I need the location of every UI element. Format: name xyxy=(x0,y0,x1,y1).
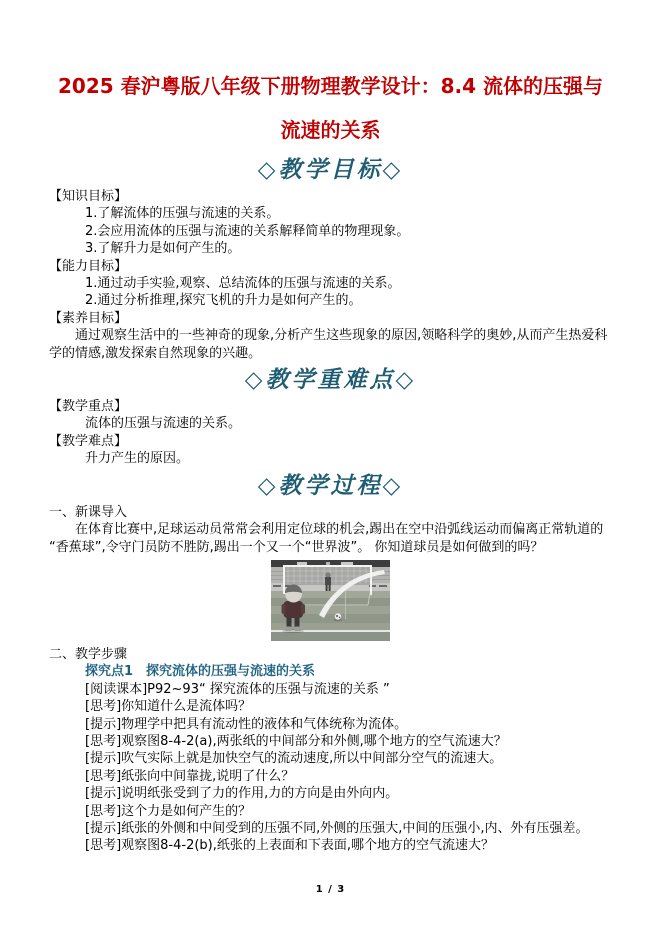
teaching-focus-label: 【教学重点】 xyxy=(49,399,128,415)
explore-point-heading: 探究点1 探究流体的压强与流速的关系 xyxy=(85,664,316,680)
section-header-goals: ◇教学目标◇ xyxy=(257,156,404,183)
lesson-line: [阅读课本]P92~93“ 探究流体的压强与流速的关系 ” xyxy=(85,681,390,697)
ad-text xyxy=(379,585,387,587)
scoreboard xyxy=(341,562,353,565)
teaching-difficulty-text: 升力产生的原因。 xyxy=(85,451,190,467)
field-line-vertical xyxy=(345,591,346,619)
lesson-line: [提示]物理学中把具有流动性的液体和气体统称为流体。 xyxy=(85,716,408,732)
lesson-line: [思考]你知道什么是流体吗？ xyxy=(85,699,252,715)
goal-right-post xyxy=(370,565,372,595)
knowledge-goal-item: 3.了解升力是如何产生的。 xyxy=(85,241,241,257)
lesson-line: [提示]吹气实际上就是加快空气的流动速度,所以中间部分空气的流速大。 xyxy=(85,751,503,767)
document-content xyxy=(49,0,612,855)
lesson-line: [思考]观察图8-4-2(b),纸张的上表面和下表面,哪个地方的空气流速大？ xyxy=(85,838,494,854)
soccer-kick-image xyxy=(271,560,390,641)
page-title xyxy=(49,64,612,152)
section-header-key-points: ◇教学重难点◇ xyxy=(244,366,417,394)
literacy-goal-label: 【素养目标】 xyxy=(49,310,128,326)
ability-goal-label: 【能力目标】 xyxy=(49,258,128,274)
ability-goal-item: 1.通过动手实验,观察、总结流体的压强与流速的关系。 xyxy=(85,276,401,292)
lesson-line: [提示]纸张的外侧和中间受到的压强不同,外侧的压强大,中间的压强小,内、外有压强差。 xyxy=(85,820,589,836)
knowledge-goal-item: 2.会应用流体的压强与流速的关系解释简单的物理现象。 xyxy=(85,223,410,239)
lesson-line: [提示]说明纸张受到了力的作用,力的方向是由外向内。 xyxy=(85,786,399,802)
scoreboard xyxy=(297,562,307,565)
lesson-line: [思考]这个力是如何产生的？ xyxy=(85,803,252,819)
ad-text xyxy=(273,585,281,587)
goal-left-post xyxy=(283,565,285,594)
scoreboard xyxy=(326,562,330,565)
field-stripe xyxy=(271,632,390,641)
page-title-line2: 流速的关系 xyxy=(280,118,381,142)
figure-wrapper xyxy=(49,560,612,641)
lesson-line: [思考]纸张向中间靠拢,说明了什么？ xyxy=(85,768,295,784)
page-number: 1 / 3 xyxy=(315,884,346,895)
steps-heading: 二、教学步骤 xyxy=(49,646,128,662)
knowledge-goal-item: 1.了解流体的压强与流速的关系。 xyxy=(85,206,280,222)
section-header-process: ◇教学过程◇ xyxy=(257,471,404,499)
teaching-difficulty-label: 【教学难点】 xyxy=(49,433,128,449)
literacy-goal-text: 通过观察生活中的一些神奇的现象,分析产生这些现象的原因,领略科学的奥妙,从而产生热爱科学的情感,激发探索自然现象的兴趣。 xyxy=(49,328,608,361)
lesson-line: [思考]观察图8-4-2(a),两张纸的中间部分和外侧,哪个地方的空气流速大？ xyxy=(85,733,507,749)
goal-crossbar xyxy=(283,565,372,567)
intro-heading: 一、新课导入 xyxy=(49,504,128,520)
knowledge-goal-label: 【知识目标】 xyxy=(49,189,128,204)
teaching-focus-text: 流体的压强与流速的关系。 xyxy=(85,416,242,432)
ability-goal-item: 2.通过分析推理,探究飞机的升力是如何产生的。 xyxy=(85,293,362,309)
page-title-line1: 2025 春沪粤版八年级下册物理教学设计：8.4 流体的压强与 xyxy=(57,74,604,98)
intro-text: 在体育比赛中,足球运动员常常会利用定位球的机会,踢出在空中沿弧线运动而偏离正常轨道的“香蕉球”,令守门员防不胜防,踢出一个又一个“世界波”。 你知道球员是如何做到的吗？ xyxy=(49,522,604,555)
